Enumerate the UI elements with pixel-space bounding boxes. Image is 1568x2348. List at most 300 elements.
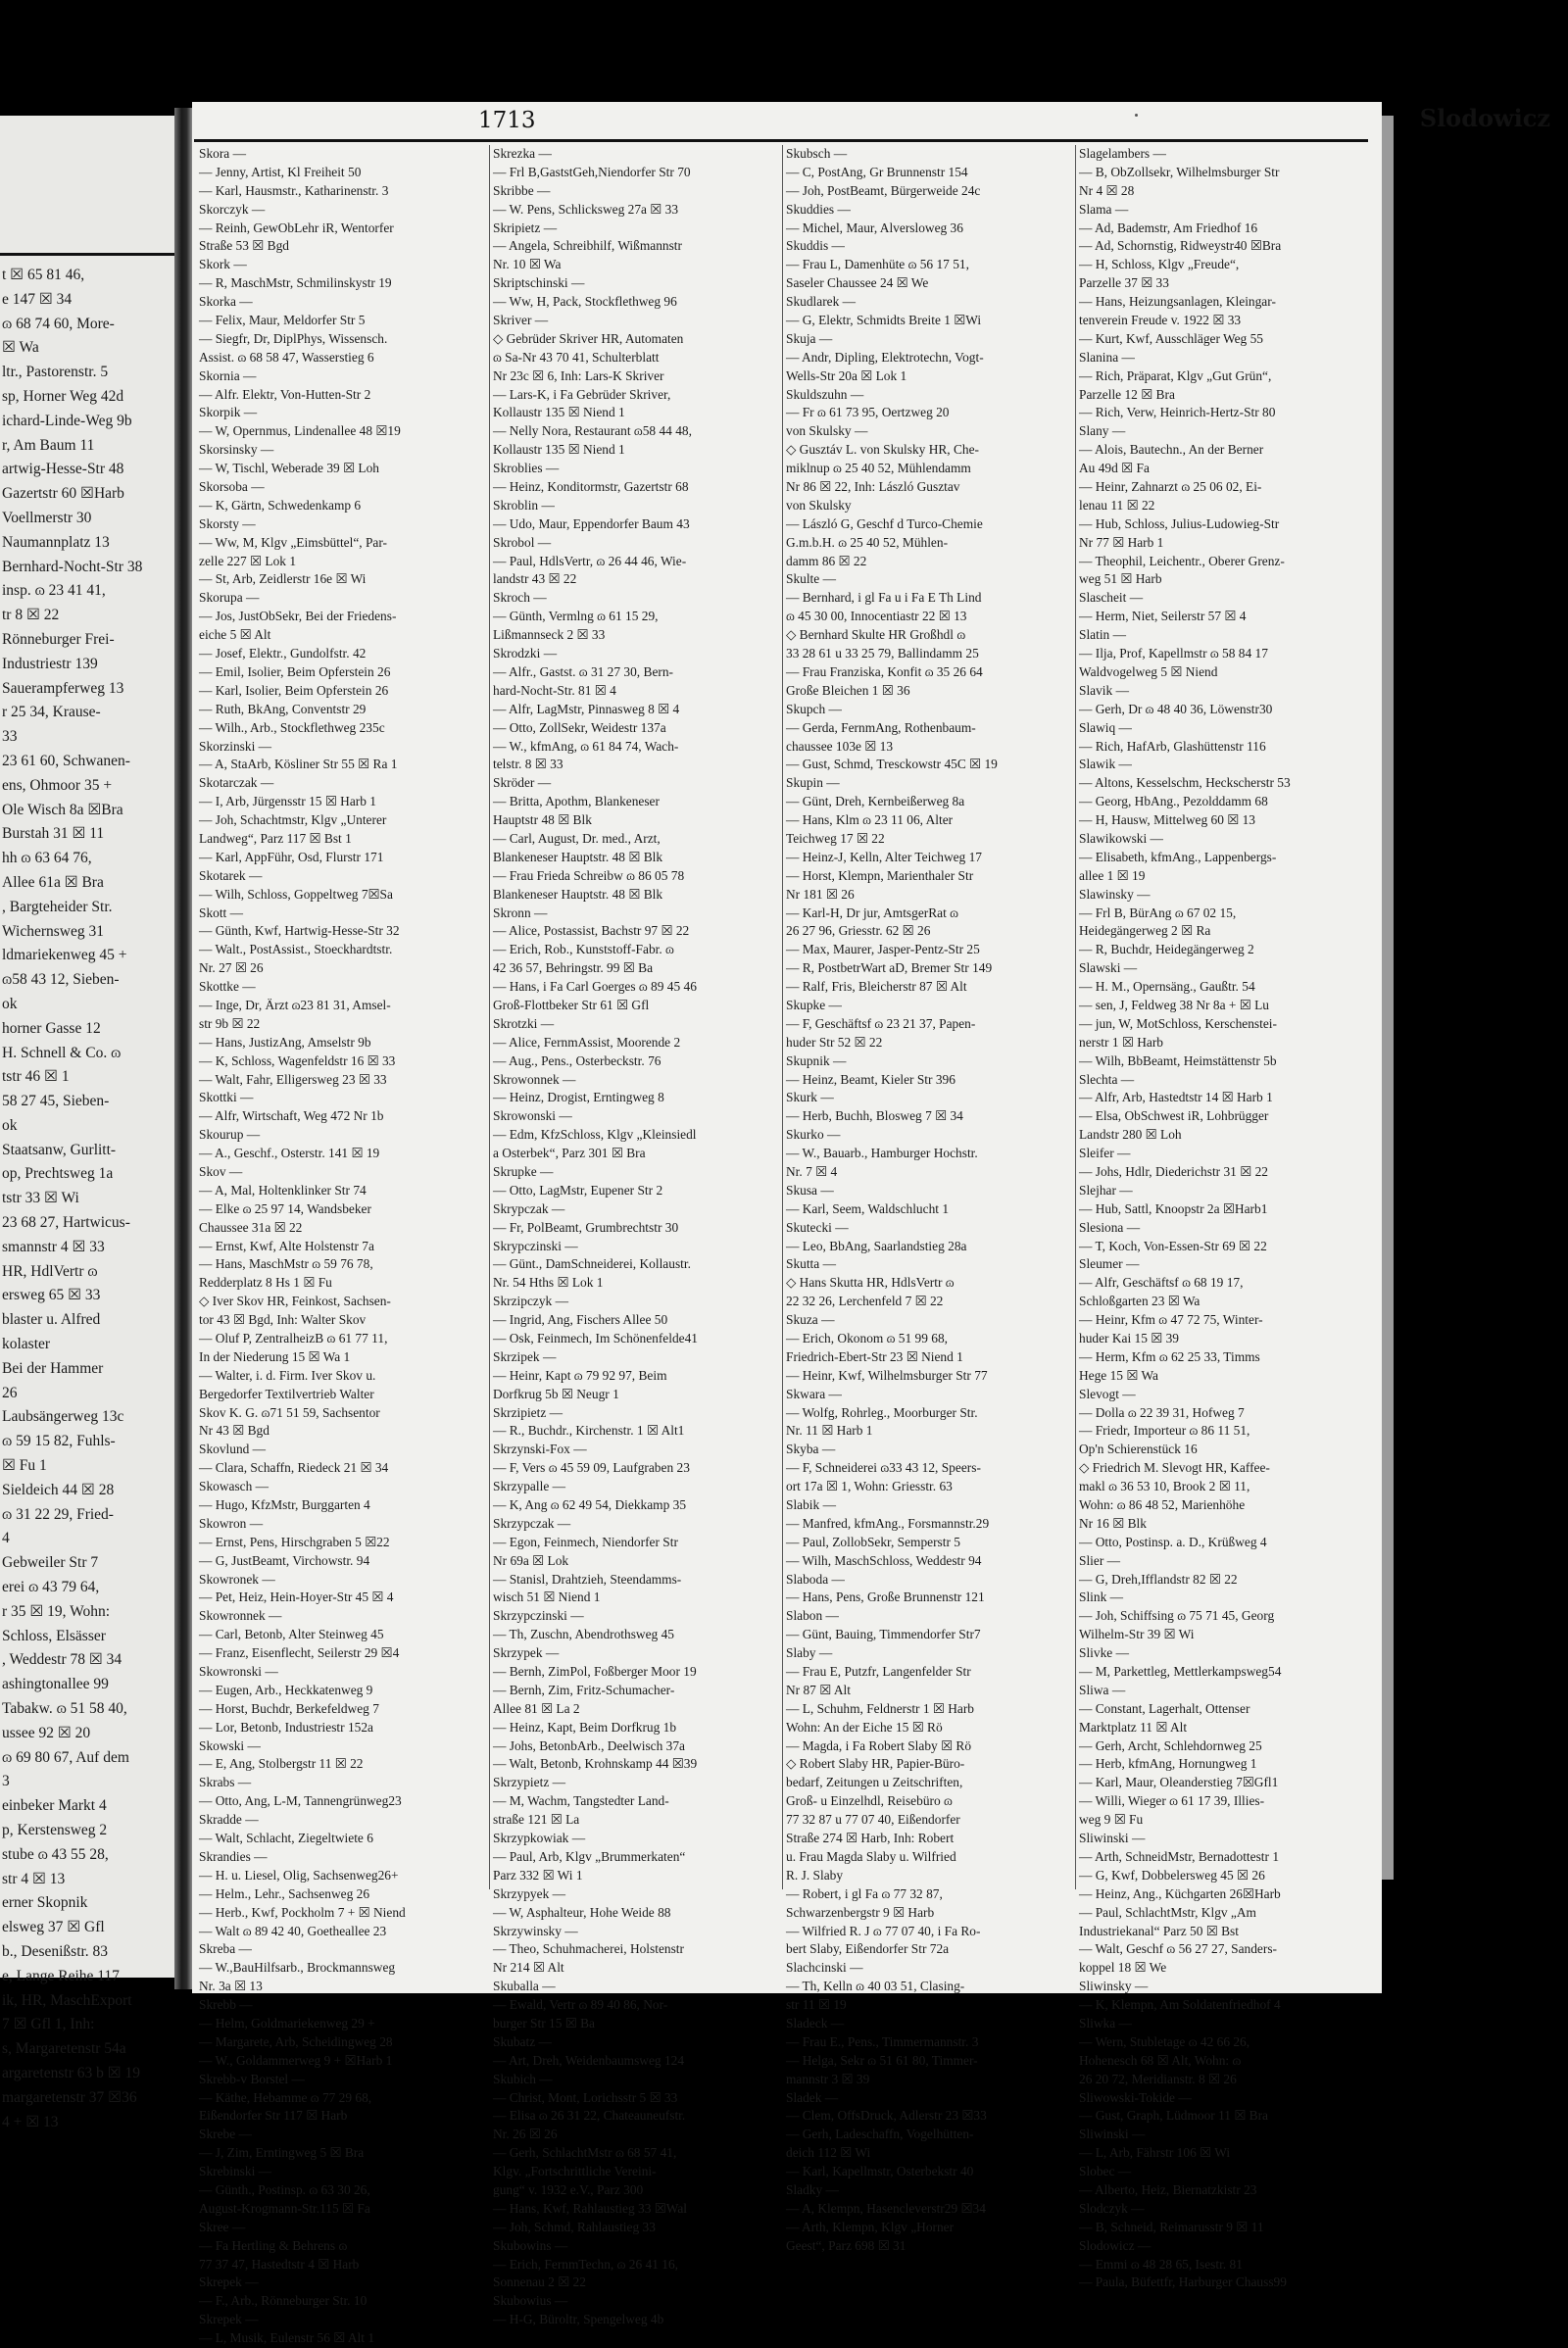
- surname-heading: Slascheit —: [1079, 590, 1144, 606]
- left-page-line: 7 ☒ Gfl 1, Inh:: [2, 2016, 95, 2033]
- surname-heading: Skrypczinski —: [493, 1238, 578, 1253]
- entry-line: lenau 11 ☒ 22: [1079, 497, 1155, 513]
- entry-line: — Alois, Bautechn., An der Berner: [1079, 442, 1264, 458]
- entry-line: ◇ Friedrich M. Slevogt HR, Kaffee-: [1079, 1460, 1270, 1476]
- entry-line: — Walt, Fahr, Elligersweg 23 ☒ 33: [199, 1071, 387, 1087]
- surname-heading: Sladeck —: [786, 2015, 845, 2030]
- entry-line: — Elisabeth, kfmAng., Lappenbergs-: [1079, 849, 1277, 864]
- entry-line: Eißendorfer Str 117 ☒ Harb: [199, 2108, 348, 2124]
- surname-heading: Skriptschinski —: [493, 275, 585, 291]
- surname-heading: Skroblies —: [493, 461, 560, 476]
- left-page-line: tstr 46 ☒ 1: [2, 1068, 70, 1086]
- entry-line: Nr. 27 ☒ 26: [199, 960, 264, 976]
- entry-line: — Emil, Isolier, Beim Opferstein 26: [199, 663, 391, 679]
- entry-line: — Heinr, Kwf, Wilhelmsburger Str 77: [786, 1367, 988, 1383]
- left-page-line: Ole Wisch 8a ☒Bra: [2, 801, 123, 818]
- left-page-line: ☒ Wa: [2, 339, 39, 357]
- surname-heading: Skrobol —: [493, 534, 552, 550]
- entry-line: — Rich, Verw, Heinrich-Hertz-Str 80: [1079, 405, 1276, 420]
- surname-heading: Skrzypyek —: [493, 1885, 566, 1901]
- surname-heading: Skroblin —: [493, 497, 555, 513]
- surname-heading: Skork —: [199, 257, 247, 272]
- left-page-line: p, Kerstensweg 2: [2, 1822, 108, 1838]
- left-page-line: erner Skopnik: [2, 1894, 88, 1912]
- entry-line: — jun, W, MotSchloss, Kerschenstei-: [1079, 1015, 1277, 1031]
- entry-line: — Constant, Lagerhalt, Ottenser: [1079, 1700, 1250, 1716]
- left-page-line: r, Am Baum 11: [2, 436, 95, 454]
- left-page-line: H. Schnell & Co. ɷ: [2, 1044, 122, 1061]
- entry-line: Redderplatz 8 Hs 1 ☒ Fu: [199, 1275, 332, 1291]
- entry-line: — Alfr. Elektr, Von-Hutten-Str 2: [199, 386, 371, 402]
- left-page-line: 58 27 45, Sieben-: [2, 1093, 110, 1110]
- surname-heading: Slevogt —: [1079, 1386, 1136, 1401]
- left-page-line: ichard-Linde-Weg 9b: [2, 412, 132, 429]
- entry-line: — I, Arb, Jürgensstr 15 ☒ Harb 1: [199, 794, 376, 809]
- entry-line: — Eugen, Arb., Heckkatenweg 9: [199, 1682, 373, 1697]
- entry-line: Kollaustr 135 ☒ Niend 1: [493, 442, 625, 458]
- entry-line: Parz 332 ☒ Wi 1: [493, 1867, 583, 1883]
- entry-line: — Angela, Schreibhilf, Wißmannstr: [493, 238, 682, 254]
- surname-heading: Slany —: [1079, 423, 1126, 439]
- surname-heading: Skriver —: [493, 313, 549, 328]
- surname-heading: Skrebb —: [199, 1997, 253, 2013]
- entry-line: miklnup ɷ 25 40 52, Mühlendamm: [786, 461, 971, 476]
- entry-line: — K, Ang ɷ 62 49 54, Diekkamp 35: [493, 1497, 687, 1513]
- entry-line: ◇ Gebrüder Skriver HR, Automaten: [493, 330, 684, 346]
- entry-line: 42 36 57, Behringstr. 99 ☒ Ba: [493, 960, 654, 976]
- surname-heading: Slama —: [1079, 201, 1129, 217]
- left-page-line: Wichernsweg 31: [2, 922, 104, 940]
- entry-line: — Egon, Feinmech, Niendorfer Str: [493, 1534, 678, 1549]
- entry-line: — Helm., Lehr., Sachsenweg 26: [199, 1885, 370, 1901]
- entry-line: — Walt, Schlacht, Ziegeltwiete 6: [199, 1831, 373, 1846]
- entry-line: — Herb, Buchh, Blosweg 7 ☒ 34: [786, 1108, 963, 1124]
- entry-line: Parzelle 12 ☒ Bra: [1079, 386, 1175, 402]
- entry-line: bert Slaby, Eißendorfer Str 72a: [786, 1941, 950, 1957]
- left-page-line: ashingtonallee 99: [2, 1676, 109, 1693]
- surname-heading: Skowski —: [199, 1737, 261, 1753]
- entry-line: — L, Musik, Eulenstr 56 ☒ Alt 1: [199, 2330, 375, 2346]
- left-page-line: op, Prechtsweg 1a: [2, 1165, 114, 1183]
- entry-line: deich 112 ☒ Wi: [786, 2145, 871, 2161]
- surname-heading: Skowron —: [199, 1515, 264, 1531]
- entry-line: Groß- u Einzelhdl, Reisebüro ɷ: [786, 1793, 953, 1809]
- surname-heading: Slodowicz —: [1079, 2237, 1152, 2253]
- entry-line: — Ww, M, Klgv „Eimsbüttel“, Par-: [199, 534, 388, 550]
- entry-line: — Josef, Elektr., Gundolfstr. 42: [199, 646, 367, 661]
- entry-line: — Heinr, Kfm ɷ 47 72 75, Winter-: [1079, 1312, 1263, 1328]
- entry-line: — Alberto, Heiz, Biernatzkistr 23: [1079, 2181, 1257, 2197]
- surname-heading: Slachcinski —: [786, 1960, 863, 1976]
- surname-heading: Skotarek —: [199, 867, 263, 883]
- entry-line: Heidegängerweg 2 ☒ Ra: [1079, 923, 1211, 939]
- entry-line: 22 32 26, Lerchenfeld 7 ☒ 22: [786, 1294, 944, 1309]
- entry-line: — L, Arb, Fährstr 106 ☒ Wi: [1079, 2145, 1231, 2161]
- left-page-line: ens, Ohmoor 35 +: [2, 776, 113, 794]
- entry-line: — Horst, Buchdr, Berkefeldweg 7: [199, 1700, 379, 1716]
- entry-line: — Joh, PostBeamt, Bürgerweide 24c: [786, 182, 981, 198]
- surname-heading: Slawiq —: [1079, 719, 1132, 735]
- surname-heading: Skorzinski —: [199, 738, 272, 754]
- entry-line: — Paul, HdlsVertr, ɷ 26 44 46, Wie-: [493, 553, 687, 568]
- entry-line: Nr 87 ☒ Alt: [786, 1682, 851, 1697]
- entry-line: weg 51 ☒ Harb: [1079, 571, 1162, 587]
- surname-heading: Skudlarek —: [786, 294, 857, 310]
- surname-heading: Slabon —: [786, 1608, 839, 1624]
- entry-line: — Heinr, Kapt ɷ 79 92 97, Beim: [493, 1367, 667, 1383]
- entry-line: — László G, Geschf d Turco-Chemie: [786, 515, 983, 531]
- entry-line: — Walt ɷ 89 42 40, Goetheallee 23: [199, 1923, 387, 1938]
- surname-heading: Skrzypczinski —: [493, 1608, 584, 1624]
- surname-heading: Skrebb-v Borstel —: [199, 2071, 305, 2086]
- surname-heading: Skubowins —: [493, 2237, 568, 2253]
- entry-line: — Rich, Präparat, Klgv „Gut Grün“,: [1079, 367, 1272, 383]
- surname-heading: Skrzypalle —: [493, 1479, 566, 1494]
- left-page-line: s, Margaretenstr 54a: [2, 2040, 126, 2058]
- entry-line: — W. Pens, Schlicksweg 27a ☒ 33: [493, 201, 679, 217]
- surname-heading: Skusa —: [786, 1182, 834, 1198]
- left-page-line: ltr., Pastorenstr. 5: [2, 364, 109, 381]
- entry-line: — Walt., PostAssist., Stoeckhardtstr.: [199, 942, 393, 957]
- entry-line: Landweg“, Parz 117 ☒ Bst 1: [199, 830, 352, 846]
- surname-heading: Skrzypczak —: [493, 1515, 571, 1531]
- surname-heading: Skroch —: [493, 590, 547, 606]
- entry-line: Hohenesch 68 ☒ Alt, Wohn: ɷ: [1079, 2052, 1242, 2068]
- entry-line: — J, Zim, Erntingweg 5 ☒ Bra: [199, 2145, 365, 2161]
- left-page-line: ɷ 59 15 82, Fuhls-: [2, 1433, 116, 1450]
- entry-line: — Theo, Schuhmacherei, Holstenstr: [493, 1941, 684, 1957]
- entry-line: — Wilh, BbBeamt, Heimstättenstr 5b: [1079, 1052, 1277, 1068]
- entry-line: August-Krogmann-Str.115 ☒ Fa: [199, 2200, 370, 2216]
- surname-heading: Skuza —: [786, 1312, 835, 1328]
- surname-heading: Slabik —: [786, 1497, 836, 1513]
- entry-line: — Frau L, Damenhüte ɷ 56 17 51,: [786, 257, 969, 272]
- entry-line: — Arth, Klempn, Klgv „Horner: [786, 2219, 955, 2234]
- entry-line: Straße 274 ☒ Harb, Inh: Robert: [786, 1831, 955, 1846]
- left-page-line: e, Lange Reihe 117: [2, 1967, 120, 1984]
- entry-line: — Wilh, Schloss, Goppeltweg 7☒Sa: [199, 886, 393, 902]
- entry-line: — Otto, LagMstr, Eupener Str 2: [493, 1182, 663, 1198]
- entry-line: — Karl-H, Dr jur, AmtsgerRat ɷ: [786, 905, 958, 920]
- entry-line: Nr 43 ☒ Bgd: [199, 1423, 270, 1439]
- left-page-line: Tabakw. ɷ 51 58 40,: [2, 1700, 127, 1718]
- entry-line: — R, PostbetrWart aD, Bremer Str 149: [786, 960, 993, 976]
- entry-line: — Ernst, Kwf, Alte Holstenstr 7a: [199, 1238, 374, 1253]
- surname-heading: Slavik —: [1079, 682, 1129, 698]
- left-page-line: , Weddestr 78 ☒ 34: [2, 1651, 122, 1669]
- entry-line: — Gerh, Ladeschaffn, Vogelhütten-: [786, 2127, 974, 2142]
- surname-heading: Skrebe —: [199, 2127, 252, 2142]
- entry-line: — M, Parkettleg, Mettlerkampsweg54: [1079, 1664, 1282, 1680]
- surname-heading: Skreba —: [199, 1941, 252, 1957]
- entry-line: — R, Buchdr, Heidegängerweg 2: [1079, 942, 1254, 957]
- entry-line: — Otto, Postinsp. a. D., Krüßweg 4: [1079, 1534, 1267, 1549]
- surname-heading: Skrabs —: [199, 1775, 252, 1790]
- left-page-line: Rönneburger Frei-: [2, 630, 115, 648]
- entry-line: — Walt, Geschf ɷ 56 27 27, Sanders-: [1079, 1941, 1277, 1957]
- entry-line: — Karl, AppFühr, Osd, Flurstr 171: [199, 849, 384, 864]
- entry-line: — Walter, i. d. Firm. Iver Skov u.: [199, 1367, 376, 1383]
- entry-line: — Günt, Dreh, Kernbeißerweg 8a: [786, 794, 965, 809]
- entry-line: — R., Buchdr., Kirchenstr. 1 ☒ Alt1: [493, 1423, 685, 1439]
- surname-heading: Skrepek —: [199, 2312, 259, 2327]
- surname-heading: Skutecki —: [786, 1219, 849, 1235]
- entry-line: — Elisa ɷ 26 31 22, Chateauneufstr.: [493, 2108, 686, 2124]
- entry-line: — H-G, Büroltr, Spengelweg 4b: [493, 2312, 664, 2327]
- entry-line: — Heinz, Konditormstr, Gazertstr 68: [493, 479, 689, 495]
- entry-line: ɷ Sa-Nr 43 70 41, Schulterblatt: [493, 349, 660, 365]
- entry-line: — Otto, ZollSekr, Weidestr 137a: [493, 719, 666, 735]
- left-page-line: 4: [2, 1530, 10, 1547]
- entry-line: — Joh, Schmd, Rahlaustieg 33: [493, 2219, 656, 2234]
- entry-line: damm 86 ☒ 22: [786, 553, 867, 568]
- surname-heading: von Skulsky —: [786, 423, 868, 439]
- surname-heading: Skrepek —: [199, 2275, 259, 2290]
- entry-line: — W.,BauHilfsarb., Brockmannsweg: [199, 1960, 396, 1976]
- entry-line: 26 27 96, Griesstr. 62 ☒ 26: [786, 923, 931, 939]
- entry-line: ◇ Iver Skov HR, Feinkost, Sachsen-: [199, 1294, 391, 1309]
- entry-line: — Gust, Schmd, Tresckowstr 45C ☒ 19: [786, 757, 998, 772]
- left-page-line: 23 61 60, Schwanen-: [2, 752, 130, 769]
- left-page-line: smannstr 4 ☒ 33: [2, 1238, 105, 1255]
- entry-line: R. J. Slaby: [786, 1867, 844, 1883]
- entry-line: — F, Vers ɷ 45 59 09, Laufgraben 23: [493, 1460, 690, 1476]
- left-page-line: Bernhard-Nocht-Str 38: [2, 558, 143, 575]
- surname-heading: Skov —: [199, 1163, 243, 1179]
- entry-line: — Leo, BbAng, Saarlandstieg 28a: [786, 1238, 967, 1253]
- entry-line: ◇ Bernhard Skulte HR Großhdl ɷ: [786, 627, 966, 643]
- entry-line: bedarf, Zeitungen u Zeitschriften,: [786, 1775, 963, 1790]
- surname-heading: Skupke —: [786, 997, 842, 1012]
- surname-heading: Skowasch —: [199, 1479, 270, 1494]
- entry-line: — Jenny, Artist, Kl Freiheit 50: [199, 164, 362, 179]
- left-page-line: 3: [2, 1773, 10, 1790]
- entry-line: — Bernhard, i gl Fa u i Fa E Th Lind: [786, 590, 982, 606]
- surname-heading: Slink —: [1079, 1590, 1124, 1605]
- surname-heading: Skrotzki —: [493, 1015, 555, 1031]
- entry-line: allee 1 ☒ 19: [1079, 867, 1146, 883]
- entry-line: Blankeneser Hauptstr. 48 ☒ Blk: [493, 849, 663, 864]
- entry-line: — Horst, Klempn, Marienthaler Str: [786, 867, 974, 883]
- left-page-line: Naumannplatz 13: [2, 533, 110, 551]
- entry-line: Landstr 280 ☒ Loh: [1079, 1127, 1182, 1143]
- entry-line: koppel 18 ☒ We: [1079, 1960, 1167, 1976]
- entry-line: — Günth., Postinsp. ɷ 63 30 26,: [199, 2181, 370, 2197]
- entry-line: — Nelly Nora, Restaurant ɷ58 44 48,: [493, 423, 692, 439]
- page-header-name: Slodowicz: [1419, 104, 1550, 132]
- entry-line: ort 17a ☒ 1, Wohn: Griesstr. 63: [786, 1479, 953, 1494]
- entry-line: nerstr 1 ☒ Harb: [1079, 1034, 1163, 1050]
- entry-line: Op'n Schierenstück 16: [1079, 1442, 1198, 1457]
- surname-heading: Skorsoba —: [199, 479, 265, 495]
- entry-line: — Ruth, BkAng, Conventstr 29: [199, 701, 367, 716]
- entry-line: hard-Nocht-Str. 81 ☒ 4: [493, 682, 616, 698]
- surname-heading: Skurk —: [786, 1090, 834, 1105]
- left-page-line: Industriestr 139: [2, 655, 98, 672]
- left-page-header-rule: [0, 253, 174, 256]
- entry-line: str 9b ☒ 22: [199, 1015, 261, 1031]
- entry-column-4: [1075, 145, 1368, 2290]
- entry-line: telstr. 8 ☒ 33: [493, 757, 564, 772]
- left-page-text: [0, 264, 174, 2134]
- entry-line: — Günth, Kwf, Hartwig-Hesse-Str 32: [199, 923, 400, 939]
- left-page-line: ɷ 69 80 67, Auf dem: [2, 1748, 129, 1766]
- entry-line: ɷ 45 30 00, Innocentiastr 22 ☒ 13: [786, 609, 967, 624]
- surname-heading: Skorsinsky —: [199, 442, 274, 458]
- surname-heading: Sleumer —: [1079, 1256, 1140, 1272]
- surname-heading: Slodczyk —: [1079, 2200, 1145, 2216]
- surname-heading: Skubatz —: [493, 2033, 552, 2049]
- entry-line: Parzelle 37 ☒ 33: [1079, 275, 1169, 291]
- entry-line: — Paul, ZollobSekr, Semperstr 5: [786, 1534, 960, 1549]
- entry-line: — E, Ang, Stolbergstr 11 ☒ 22: [199, 1756, 364, 1772]
- surname-heading: Skurko —: [786, 1127, 841, 1143]
- entry-line: — T, Koch, Von-Essen-Str 69 ☒ 22: [1079, 1238, 1267, 1253]
- entry-line: — Heinz, Drogist, Erntingweg 8: [493, 1090, 664, 1105]
- entry-line: — Siegfr, Dr, DiplPhys, Wissensch.: [199, 330, 388, 346]
- entry-line: — Gerda, FernmAng, Rothenbaum-: [786, 719, 976, 735]
- entry-line: u. Frau Magda Slaby u. Wilfried: [786, 1848, 956, 1864]
- surname-heading: Skupin —: [786, 775, 840, 791]
- left-page-line: kolaster: [2, 1336, 51, 1353]
- entry-line: — Reinh, GewObLehr iR, Wentorfer: [199, 220, 394, 235]
- entry-line: — Heinz, Beamt, Kieler Str 396: [786, 1071, 956, 1087]
- entry-line: zelle 227 ☒ Lok 1: [199, 553, 297, 568]
- entry-line: weg 9 ☒ Fu: [1079, 1812, 1144, 1828]
- entry-line: — Georg, HbAng., Pezolddamm 68: [1079, 794, 1268, 809]
- entry-line: — Carl, August, Dr. med., Arzt,: [493, 830, 661, 846]
- left-page-line: ok: [2, 995, 18, 1012]
- entry-line: makl ɷ 36 53 10, Brook 2 ☒ 11,: [1079, 1479, 1250, 1494]
- entry-line: Hauptstr 48 ☒ Blk: [493, 812, 592, 828]
- surname-heading: Skourup —: [199, 1127, 261, 1143]
- entry-line: — Inge, Dr, Ärzt ɷ23 81 31, Amsel-: [199, 997, 391, 1012]
- surname-heading: Skribbe —: [493, 182, 551, 198]
- entry-line: — Wern, Stubletage ɷ 42 66 26,: [1079, 2033, 1250, 2049]
- entry-line: Waldvogelweg 5 ☒ Niend: [1079, 663, 1218, 679]
- entry-line: — Hans, Klm ɷ 23 11 06, Alter: [786, 812, 954, 828]
- surname-heading: Skuddis —: [786, 238, 845, 254]
- entry-line: — Lars-K, i Fa Gebrüder Skriver,: [493, 386, 671, 402]
- entry-line: Wohn: ɷ 86 48 52, Marienhöhe: [1079, 1497, 1246, 1513]
- surname-heading: Sliwka —: [1079, 2015, 1132, 2030]
- surname-heading: Skrzipek —: [493, 1348, 557, 1364]
- entry-line: — Arth, SchneidMstr, Bernadottestr 1: [1079, 1848, 1280, 1864]
- entry-line: — Alfr, LagMstr, Pinnasweg 8 ☒ 4: [493, 701, 680, 716]
- left-page-line: Voellmerstr 30: [2, 509, 92, 526]
- entry-line: — Frau E., Pens., Timmermannstr. 3: [786, 2033, 979, 2049]
- entry-line: G.m.b.H. ɷ 25 40 52, Mühlen-: [786, 534, 949, 550]
- entry-columns: [196, 145, 1372, 2346]
- entry-line: — Hub, Sattl, Knoopstr 2a ☒Harb1: [1079, 1200, 1268, 1216]
- surname-heading: Sleifer —: [1079, 1146, 1131, 1161]
- surname-heading: Skrzypietz —: [493, 1775, 566, 1790]
- surname-heading: Skubsch —: [786, 146, 848, 161]
- surname-heading: Skronn —: [493, 905, 548, 920]
- surname-heading: Skrzywinsky —: [493, 1923, 578, 1938]
- entry-line: — K, Klempn, Am Soldatenfriedhof 4: [1079, 1997, 1281, 2013]
- entry-line: 26 20 72, Meridianstr. 8 ☒ 26: [1079, 2071, 1237, 2086]
- entry-line: — Th, Zuschn, Abendrothsweg 45: [493, 1627, 674, 1642]
- surname-heading: Sliwa —: [1079, 1682, 1126, 1697]
- entry-line: — Käthe, Hebamme ɷ 77 29 68,: [199, 2089, 372, 2105]
- left-page-line: Schloss, Elsässer: [2, 1627, 106, 1644]
- surname-heading: Skulte —: [786, 571, 836, 587]
- entry-line: Sonnenau 2 ☒ 22: [493, 2275, 586, 2290]
- entry-line: huder Str 52 ☒ 22: [786, 1034, 883, 1050]
- entry-column-3: [782, 145, 1075, 2253]
- entry-line: — Britta, Apothm, Blankeneser: [493, 794, 660, 809]
- left-page-line: Gebweiler Str 7: [2, 1554, 99, 1572]
- entry-line: — L, Schuhm, Feldnerstr 1 ☒ Harb: [786, 1700, 975, 1716]
- entry-line: — Wilfried R. J ɷ 77 07 40, i Fa Ro-: [786, 1923, 981, 1938]
- entry-line: — Frl B,GaststGeh,Niendorfer Str 70: [493, 164, 691, 179]
- left-page-line: ersweg 65 ☒ 33: [2, 1287, 101, 1304]
- surname-heading: Skupch —: [786, 701, 842, 716]
- entry-line: Große Bleichen 1 ☒ 36: [786, 682, 910, 698]
- entry-line: — Alice, Postassist, Bachstr 97 ☒ 22: [493, 923, 690, 939]
- entry-line: Nr. 3a ☒ 13: [199, 1979, 263, 1994]
- surname-heading: Skuja —: [786, 330, 833, 346]
- surname-heading: Slawikowski —: [1079, 830, 1163, 846]
- entry-line: chaussee 103e ☒ 13: [786, 738, 894, 754]
- entry-line: landstr 43 ☒ 22: [493, 571, 577, 587]
- surname-heading: Skuballa —: [493, 1979, 556, 1994]
- entry-line: — Helm, Goldmariekenweg 29 +: [199, 2015, 375, 2030]
- entry-line: Chaussee 31a ☒ 22: [199, 1219, 303, 1235]
- entry-line: — Pet, Heiz, Hein-Hoyer-Str 45 ☒ 4: [199, 1590, 394, 1605]
- surname-heading: Slobec —: [1079, 2164, 1132, 2179]
- left-page-line: Allee 61a ☒ Bra: [2, 873, 104, 891]
- left-page-fragment: [0, 116, 174, 2130]
- left-page-line: ok: [2, 1116, 18, 1134]
- surname-heading: Skutta —: [786, 1256, 836, 1272]
- surname-heading: Slatin —: [1079, 627, 1126, 643]
- surname-heading: Skowronski —: [199, 1664, 278, 1680]
- surname-heading: Skwara —: [786, 1386, 842, 1401]
- entry-line: — Lor, Betonb, Industriestr 152a: [199, 1719, 373, 1735]
- entry-line: — A., Geschf., Osterstr. 141 ☒ 19: [199, 1146, 380, 1161]
- entry-line: — W, Opernmus, Lindenallee 48 ☒19: [199, 423, 401, 439]
- entry-line: — Franz, Eisenflecht, Seilerstr 29 ☒4: [199, 1645, 400, 1661]
- entry-line: — Gerh, Archt, Schlehdornweg 25: [1079, 1737, 1262, 1753]
- left-page-line: Bei der Hammer: [2, 1359, 104, 1377]
- surname-heading: Slaby —: [786, 1645, 833, 1661]
- surname-heading: Slechta —: [1079, 1071, 1135, 1087]
- left-page-line: 23 68 27, Hartwicus-: [2, 1214, 130, 1232]
- entry-line: — Michel, Maur, Alversloweg 36: [786, 220, 963, 235]
- left-page-line: horner Gasse 12: [2, 1019, 101, 1037]
- surname-heading: Skottki —: [199, 1090, 254, 1105]
- entry-line: Wohn: An der Eiche 15 ☒ Rö: [786, 1719, 943, 1735]
- left-page-line: HR, HdlVertr ɷ: [2, 1262, 98, 1280]
- entry-line: Wilhelm-Str 39 ☒ Wi: [1079, 1627, 1195, 1642]
- entry-line: — G, Dreh,Ifflandstr 82 ☒ 22: [1079, 1571, 1238, 1587]
- entry-line: — Karl, Maur, Oleanderstieg 7☒Gfl1: [1079, 1775, 1279, 1790]
- surname-heading: Skrzypek —: [493, 1645, 560, 1661]
- entry-line: 33 28 61 u 33 25 79, Ballindamm 25: [786, 646, 979, 661]
- entry-line: ◇ Hans Skutta HR, HdlsVertr ɷ: [786, 1275, 955, 1291]
- entry-line: — Karl, Hausmstr., Katharinenstr. 3: [199, 182, 389, 198]
- surname-heading: Sliwinski —: [1079, 2127, 1146, 2142]
- entry-line: — Frl B, BürAng ɷ 67 02 15,: [1079, 905, 1237, 920]
- entry-line: — Robert, i gl Fa ɷ 77 32 87,: [786, 1885, 943, 1901]
- left-page-line: elsweg 37 ☒ Gfl: [2, 1919, 105, 1936]
- surname-heading: Slivke —: [1079, 1645, 1129, 1661]
- entry-line: — Dolla ɷ 22 39 31, Hofweg 7: [1079, 1404, 1245, 1420]
- surname-heading: Slaboda —: [786, 1571, 845, 1587]
- surname-heading: Skott —: [199, 905, 244, 920]
